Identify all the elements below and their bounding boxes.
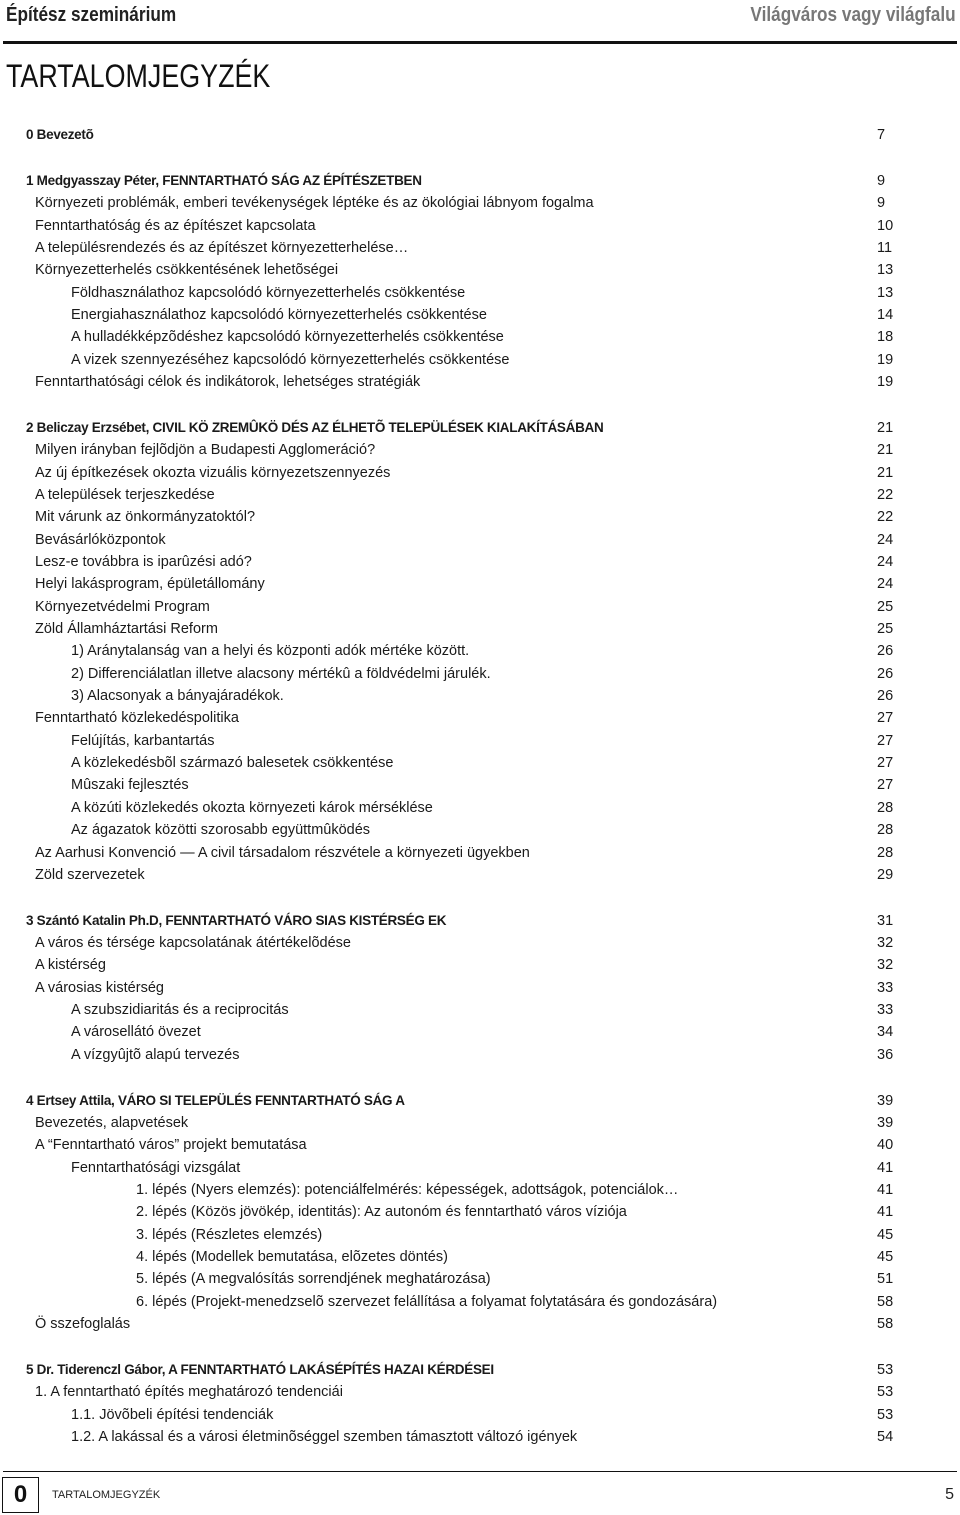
toc-entry-page: 58 — [877, 1316, 894, 1333]
toc-entry-page: 21 — [877, 419, 894, 436]
toc-entry-page: 28 — [877, 799, 894, 816]
toc-entry-page: 41 — [877, 1182, 894, 1199]
toc-entry-page: 21 — [877, 464, 894, 481]
toc-entry — [0, 349, 960, 371]
toc-entry — [0, 1224, 960, 1246]
toc-entry-page: 24 — [877, 553, 894, 570]
toc-entry — [0, 1021, 960, 1043]
toc-entry — [0, 954, 960, 976]
toc-entry — [0, 1134, 960, 1156]
toc-entry-title: A városellátó övezet — [71, 1024, 201, 1041]
toc-entry-page: 32 — [877, 957, 894, 974]
toc-entry-title: Milyen irányban fejlõdjön a Budapesti Agglomeráció? — [35, 442, 376, 459]
toc-chapter-entry — [0, 124, 960, 146]
toc-entry — [0, 596, 960, 618]
toc-entry — [0, 439, 960, 461]
toc-entry-page: 26 — [877, 688, 894, 705]
toc-entry-page: 13 — [877, 262, 894, 279]
toc-entry-page: 28 — [877, 822, 894, 839]
toc-entry-title: 4 Ertsey Attila, VÁRO SI TELEPÜLÉS FENNTARTHATÓ SÁG A — [26, 1092, 405, 1108]
toc-entry-page: 36 — [877, 1046, 894, 1063]
toc-entry — [0, 1313, 960, 1335]
toc-entry — [0, 707, 960, 729]
page-title: TARTALOMJEGYZÉK — [6, 58, 271, 94]
toc-entry-page: 24 — [877, 531, 894, 548]
toc-entry-title: Környezeti problémák, emberi tevékenységek léptéke és az ökológiai lábnyom fogalma — [35, 195, 594, 212]
toc-entry — [0, 1157, 960, 1179]
toc-entry-page: 7 — [877, 127, 886, 143]
toc-entry — [0, 1044, 960, 1066]
toc-entry-page: 28 — [877, 844, 894, 861]
toc-entry-page: 53 — [877, 1406, 894, 1423]
toc-entry — [0, 730, 960, 752]
toc-entry-title: 2. lépés (Közös jövökép, identitás): Az autonóm és fenntartható város víziója — [136, 1204, 627, 1221]
toc-entry-title: Bevezetés, alapvetések — [35, 1115, 189, 1131]
toc-entry-title: Az új építkezések okozta vizuális környezetszennyezés — [35, 464, 391, 481]
toc-entry — [0, 932, 960, 954]
toc-entry-title: A “Fenntartható város” projekt bemutatása — [35, 1137, 307, 1154]
toc-entry-title: Felújítás, karbantartás — [71, 732, 215, 749]
toc-entry-title: Fenntarthatósági célok és indikátorok, lehetséges stratégiák — [35, 374, 421, 390]
toc-entry-title: 1) Aránytalanság van a helyi és központi adók mértéke között. — [71, 643, 470, 660]
toc-entry-page: 25 — [877, 598, 894, 615]
toc-entry-page: 39 — [877, 1115, 894, 1131]
toc-entry — [0, 506, 960, 528]
toc-entry — [0, 462, 960, 484]
toc-entry — [0, 1291, 960, 1313]
toc-entry-page: 34 — [877, 1024, 894, 1041]
footer-page-number: 5 — [945, 1486, 954, 1503]
toc-entry-title: Zöld szervezetek — [35, 866, 145, 883]
toc-entry-page: 32 — [877, 935, 894, 952]
toc-entry-page: 25 — [877, 621, 894, 637]
toc-entry — [0, 640, 960, 662]
toc-entry-title: Fenntarthatóság és az építészet kapcsolata — [35, 217, 316, 234]
toc-entry-title: 0 Bevezetõ — [26, 127, 94, 142]
toc-entry-page: 26 — [877, 665, 894, 682]
toc-entry-title: 6. lépés (Projekt-menedzselõ szervezet felállítása a folyamat folytatására és gondozására) — [136, 1293, 718, 1310]
toc-entry — [0, 1201, 960, 1223]
toc-entry-page: 54 — [877, 1429, 894, 1446]
toc-entry — [0, 774, 960, 796]
toc-entry — [0, 1404, 960, 1426]
toc-entry — [0, 1268, 960, 1290]
toc-entry-title: 2) Differenciálatlan illetve alacsony mértékû a földvédelmi járulék. — [71, 665, 491, 682]
footer-label: TARTALOMJEGYZÉK — [52, 1489, 161, 1501]
toc-entry-title: Energiahasználathoz kapcsolódó környezetterhelés csökkentése — [71, 306, 487, 323]
footer-chapter-number: 0 — [2, 1477, 39, 1513]
toc-entry-title: A közlekedésbõl származó balesetek csökkentése — [71, 755, 394, 772]
toc-entry — [0, 371, 960, 393]
toc-entry-page: 53 — [877, 1384, 894, 1401]
toc-entry-title: Földhasználathoz kapcsolódó környezetterhelés csökkentése — [71, 284, 466, 301]
toc-entry-page: 10 — [877, 217, 894, 234]
toc-entry-title: A településrendezés és az építészet környezetterhelése… — [35, 239, 409, 256]
toc-entry-page: 27 — [877, 777, 894, 794]
toc-entry-title: 1.2. A lakással és a városi életminõséggel szemben támasztott változó igények — [71, 1429, 578, 1446]
toc-entry — [0, 1179, 960, 1201]
running-header-right: Világváros vagy világfalu — [750, 4, 956, 26]
toc-entry — [0, 192, 960, 214]
toc-entry — [0, 842, 960, 864]
toc-entry-title: Zöld Államháztartási Reform — [35, 621, 218, 637]
toc-entry — [0, 999, 960, 1021]
toc-entry-title: 1.1. Jövõbeli építési tendenciák — [71, 1406, 274, 1423]
toc-chapter-entry — [0, 1359, 960, 1381]
toc-entry-page: 40 — [877, 1137, 894, 1154]
toc-entry — [0, 663, 960, 685]
toc-entry-title: Mit várunk az önkormányzatoktól? — [35, 509, 256, 526]
toc-entry — [0, 1381, 960, 1403]
toc-entry-title: 2 Beliczay Erzsébet, CIVIL KÖ ZREMÛKÖ DÉS AZ ÉLHETÕ TELEPÜLÉSEK KIALAKÍTÁSÁBAN — [26, 419, 604, 435]
toc-entry-title: Bevásárlóközpontok — [35, 531, 166, 548]
toc-entry-page: 45 — [877, 1226, 894, 1243]
toc-entry-title: Környezetterhelés csökkentésének lehetõségei — [35, 262, 339, 279]
toc-entry-title: Környezetvédelmi Program — [35, 598, 210, 615]
toc-entry-page: 22 — [877, 509, 894, 526]
toc-entry — [0, 484, 960, 506]
toc-entry-page: 9 — [877, 172, 886, 189]
toc-chapter-entry — [0, 910, 960, 932]
toc-entry-title: 1. A fenntartható építés meghatározó tendenciái — [35, 1384, 343, 1401]
toc-entry-title: A város és térsége kapcsolatának átértékelõdése — [35, 935, 351, 952]
toc-entry-title: 4. lépés (Modellek bemutatása, elõzetes döntés) — [136, 1249, 448, 1266]
toc-entry-title: Helyi lakásprogram, épületállomány — [35, 576, 265, 593]
toc-entry — [0, 977, 960, 999]
toc-entry — [0, 326, 960, 348]
toc-entry — [0, 282, 960, 304]
toc-entry-title: 3. lépés (Részletes elemzés) — [136, 1226, 323, 1243]
toc-entry-page: 39 — [877, 1092, 894, 1109]
toc-entry — [0, 864, 960, 886]
toc-entry — [0, 752, 960, 774]
toc-entry-title: A városias kistérség — [35, 979, 164, 996]
toc-entry — [0, 618, 960, 640]
toc-entry — [0, 1426, 960, 1448]
toc-entry — [0, 1246, 960, 1268]
toc-entry — [0, 797, 960, 819]
toc-entry-title: A vízgyûjtõ alapú tervezés — [71, 1046, 240, 1063]
toc-entry-title: Lesz-e továbbra is iparûzési adó? — [35, 553, 252, 570]
toc-entry-title: A kistérség — [35, 957, 106, 974]
toc-entry — [0, 551, 960, 573]
toc-entry-page: 53 — [877, 1362, 894, 1378]
toc-entry-page: 29 — [877, 866, 894, 883]
toc-entry — [0, 237, 960, 259]
toc-entry-page: 13 — [877, 284, 894, 301]
toc-entry-page: 27 — [877, 732, 894, 749]
toc-entry — [0, 215, 960, 237]
toc-entry-page: 19 — [877, 351, 894, 368]
toc-entry-page: 31 — [877, 912, 894, 929]
toc-entry-title: A hulladékképzõdéshez kapcsolódó környezetterhelés csökkentése — [71, 329, 504, 346]
toc-entry-title: A vizek szennyezéséhez kapcsolódó környezetterhelés csökkentése — [71, 351, 510, 368]
toc-entry — [0, 685, 960, 707]
toc-entry-page: 27 — [877, 710, 894, 727]
toc-entry-page: 33 — [877, 1002, 894, 1019]
toc-entry — [0, 304, 960, 326]
toc-entry-page: 18 — [877, 329, 894, 346]
toc-entry-title: Fenntarthatósági vizsgálat — [71, 1159, 241, 1176]
toc-entry-title: 3) Alacsonyak a bányajáradékok. — [71, 688, 284, 705]
toc-entry-title: A közúti közlekedés okozta környezeti károk mérséklése — [71, 799, 433, 816]
toc-entry-title: Az ágazatok közötti szorosabb együttmûködés — [71, 822, 371, 839]
toc-entry-title: 1. lépés (Nyers elemzés): potenciálfelmérés: képességek, adottságok, potenciálok… — [136, 1182, 679, 1199]
toc-chapter-entry — [0, 170, 960, 192]
toc-entry-title: A települések terjeszkedése — [35, 486, 215, 503]
toc-chapter-entry — [0, 417, 960, 439]
toc-entry-page: 41 — [877, 1159, 894, 1176]
toc-entry — [0, 1112, 960, 1134]
toc-chapter-entry — [0, 1090, 960, 1112]
toc-entry-title: 5. lépés (A megvalósítás sorrendjének meghatározása) — [136, 1271, 491, 1288]
toc-entry-page: 27 — [877, 755, 894, 772]
toc-entry-title: Az Aarhusi Konvenció — A civil társadalom részvétele a környezeti ügyekben — [35, 844, 530, 861]
toc-entry-title: Mûszaki fejlesztés — [71, 777, 189, 794]
toc-entry-page: 41 — [877, 1204, 894, 1221]
toc-entry-title: 3 Szántó Katalin Ph.D, FENNTARTHATÓ VÁRO SIAS KISTÉRSÉG EK — [26, 912, 447, 928]
toc-entry-title: 1 Medgyasszay Péter, FENNTARTHATÓ SÁG AZ ÉPÍTÉSZETBEN — [26, 172, 422, 188]
toc-entry-page: 58 — [877, 1293, 894, 1310]
toc-entry-page: 14 — [877, 306, 894, 323]
toc-entry-title: 5 Dr. Tiderenczl Gábor, A FENNTARTHATÓ LAKÁSÉPÍTÉS HAZAI KÉRDÉSEI — [26, 1362, 494, 1377]
toc-entry — [0, 259, 960, 281]
toc-entry-page: 21 — [877, 442, 894, 459]
toc-entry-page: 24 — [877, 576, 894, 593]
toc-entry-page: 11 — [877, 239, 893, 256]
toc-entry — [0, 819, 960, 841]
toc-entry-page: 51 — [877, 1271, 894, 1288]
header-divider — [3, 41, 957, 44]
toc-entry-page: 9 — [877, 195, 886, 212]
toc-entry-page: 22 — [877, 486, 894, 503]
footer-divider — [3, 1471, 957, 1472]
toc-entry-page: 19 — [877, 374, 894, 390]
toc-entry-page: 33 — [877, 979, 894, 996]
toc-entry-title: Fenntartható közlekedéspolitika — [35, 710, 239, 727]
toc-entry — [0, 573, 960, 595]
toc-entry — [0, 529, 960, 551]
toc-entry-title: A szubszidiaritás és a reciprocitás — [71, 1002, 289, 1019]
toc-entry-page: 26 — [877, 643, 894, 660]
toc-entry-page: 45 — [877, 1249, 894, 1266]
toc-entry-title: Ö sszefoglalás — [35, 1316, 131, 1333]
running-header-left: Építész szeminárium — [6, 4, 177, 26]
